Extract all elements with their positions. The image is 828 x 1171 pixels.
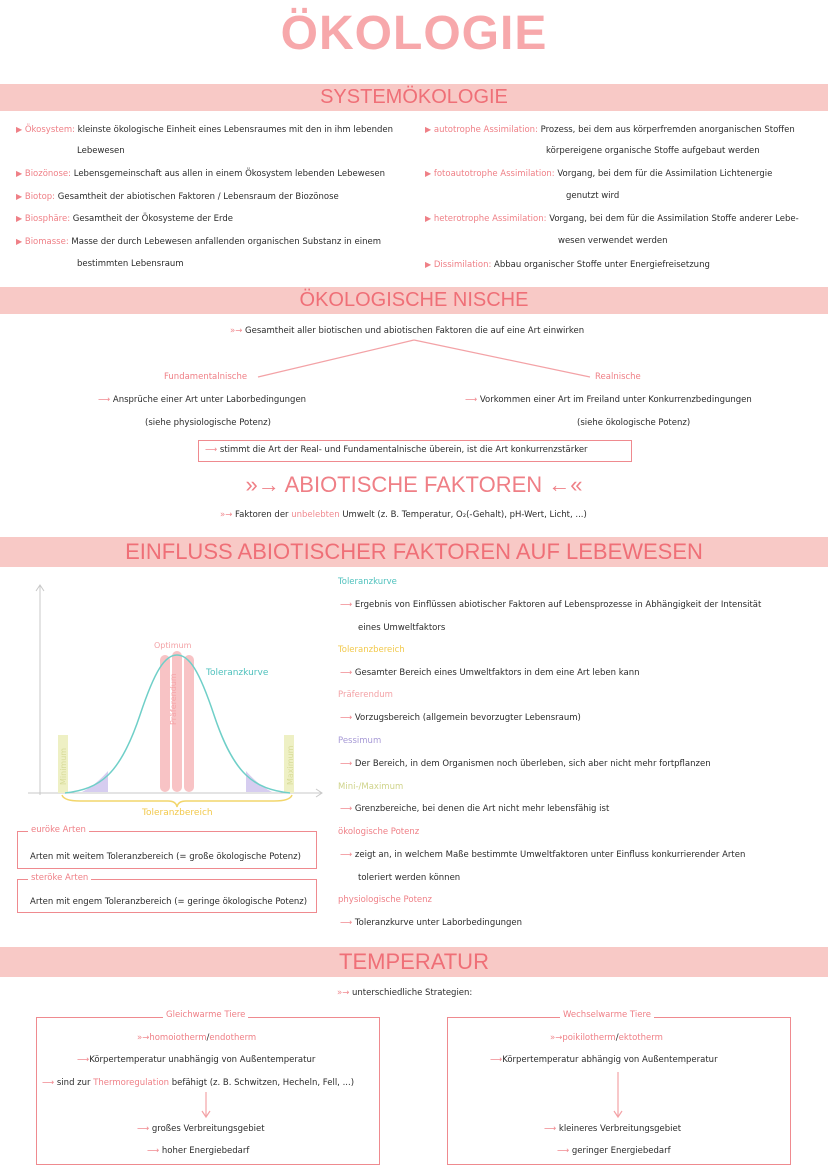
stenoek-label: steröke Arten (28, 873, 91, 884)
definition-text: ⟶ Grenzbereiche, bei denen die Art nicht mehr lebensfähig ist (340, 804, 610, 814)
praeferendum-label: Präferendum (169, 673, 178, 725)
term-label: heterotrophe Assimilation: (433, 214, 547, 224)
triangle-icon: ▶ (16, 169, 23, 178)
down-arrow-icon (200, 1090, 212, 1120)
term-definition-continued: körpereigene organische Stoffe aufgebaut werden (546, 146, 760, 156)
term-definition: Abbau organischer Stoffe unter Energiefreisetzung (494, 260, 710, 270)
triangle-icon: ▶ (425, 169, 432, 178)
gleichwarm-label: Gleichwarme Tiere (163, 1010, 248, 1021)
term-label: fotoautotrophe Assimilation: (433, 169, 555, 179)
wechselwarm-res1: ⟶ kleineres Verbreitungsgebiet (544, 1124, 682, 1134)
arrow-icon: ⟶ (98, 395, 111, 405)
triangle-icon: ▶ (425, 214, 432, 223)
realnische-text (465, 395, 752, 406)
triangle-icon: ▶ (16, 125, 23, 134)
euryoek-label: euröke Arten (28, 825, 89, 836)
toleranzbereich-label: Toleranzbereich (142, 808, 213, 818)
arrow-icon: ⟶ (147, 1146, 160, 1156)
arrow-icon: ⟶ (340, 759, 353, 769)
arrow-icon: »→ (220, 510, 233, 520)
wechselwarm-line1: ⟶Körpertemperatur abhängig von Außentemperatur (490, 1055, 718, 1065)
term-definition: Gesamtheit der abiotischen Faktoren / Lebensraum der Biozönose (57, 192, 339, 202)
definition-text: ⟶ Toleranzkurve unter Laborbedingungen (340, 918, 523, 928)
section-title-system: SYSTEMÖKOLOGIE (320, 86, 508, 108)
arrow-icon: ←« (548, 472, 583, 497)
triangle-icon: ▶ (16, 237, 23, 246)
triangle-icon: ▶ (16, 192, 23, 201)
wechselwarm-res2: ⟶ geringer Energiebedarf (557, 1146, 671, 1156)
gleichwarm-line1: ⟶Körpertemperatur unabhängig von Außentemperatur (77, 1055, 316, 1065)
minimum-label: Minimum (59, 747, 68, 785)
triangle-icon: ▶ (425, 125, 432, 134)
section-title-temperatur: TEMPERATUR (339, 949, 489, 974)
arrow-icon: ⟶ (465, 395, 478, 405)
gleichwarm-type: »→homoiotherm/endotherm (137, 1033, 257, 1043)
fundamentalnische-text (98, 395, 306, 406)
definition-term: Toleranzkurve (338, 577, 397, 587)
arrow-icon: ⟶ (42, 1078, 55, 1088)
triangle-icon: ▶ (425, 260, 432, 269)
stenoek-text: Arten mit engem Toleranzbereich (= geringe ökologische Potenz) (30, 897, 308, 907)
term-label: Biotop: (24, 192, 56, 202)
toleranzbereich-brace (62, 795, 292, 807)
definition-text: ⟶ zeigt an, in welchem Maße bestimmte Umweltfaktoren unter Einfluss konkurrierender Arten (340, 850, 746, 860)
toleranzkurve-label: Toleranzkurve (206, 668, 269, 678)
fundamentalnische-label: Fundamentalnische (164, 372, 248, 382)
arrow-icon: ⟶ (340, 600, 353, 610)
term-label: Biosphäre: (24, 214, 71, 224)
term-definition-continued: Lebewesen (77, 146, 125, 156)
arrow-icon: ⟶ (340, 804, 353, 814)
fundamentalnische-desc: Ansprüche einer Art unter Laborbedingungen (112, 395, 307, 405)
arrow-icon: ⟶ (137, 1124, 150, 1134)
definition-term: Präferendum (338, 690, 393, 700)
temperatur-intro-text: unterschiedliche Strategien: (352, 988, 473, 998)
page-title: ÖKOLOGIE (280, 7, 548, 60)
temperatur-intro (337, 988, 472, 999)
term-label: Ökosystem: (24, 125, 75, 135)
term-definition: Lebensgemeinschaft aus allen in einem Ökosystem lebenden Lebewesen (73, 169, 385, 179)
definition-text: ⟶ Der Bereich, in dem Organismen noch überleben, sich aber nicht mehr fortpflanzen (340, 759, 711, 769)
gleichwarm-res1: ⟶ großes Verbreitungsgebiet (137, 1124, 265, 1134)
term-definition: Masse der durch Lebewesen anfallenden organischen Substanz in einem (71, 237, 381, 247)
arrow-icon: »→ (137, 1033, 150, 1043)
down-arrow-icon (612, 1070, 624, 1120)
praeferendum-bar (184, 655, 194, 792)
arrow-icon: ⟶ (557, 1146, 570, 1156)
arrow-icon: ⟶ (205, 445, 218, 455)
nische-note-text: stimmt die Art der Real- und Fundamentalnische überein, ist die Art konkurrenzstärker (219, 445, 588, 455)
arrow-icon: »→ (550, 1033, 563, 1043)
abiotisch-text (220, 510, 587, 521)
term-definition-continued: bestimmten Lebensraum (77, 259, 184, 269)
realnische-sub: (siehe ökologische Potenz) (577, 418, 691, 428)
definition-text-continued: toleriert werden können (358, 873, 461, 883)
gleichwarm-line2: ⟶ sind zur Thermoregulation befähigt (z. B. Schwitzen, Hecheln, Fell, ...) (42, 1078, 355, 1088)
definition-text: ⟶ Ergebnis von Einflüssen abiotischer Faktoren auf Lebensprozesse in Abhängigkeit der Intensität (340, 600, 762, 610)
term-label: Dissimilation: (433, 260, 492, 270)
definition-term: Mini-/Maximum (338, 782, 404, 792)
arrow-icon: ⟶ (340, 713, 353, 723)
term-label: Biomasse: (24, 237, 69, 247)
euryoek-text: Arten mit weitem Toleranzbereich (= große ökologische Potenz) (30, 852, 301, 862)
arrow-icon: »→ (337, 988, 350, 998)
arrow-icon: ⟶ (77, 1055, 90, 1065)
abiotisch-suffix: Umwelt (z. B. Temperatur, O₂(-Gehalt), pH-Wert, Licht, ...) (342, 510, 587, 520)
term-definition: Vorgang, bei dem für die Assimilation Lichtenergie (557, 169, 773, 179)
realnische-label: Realnische (595, 372, 641, 382)
arrow-icon: »→ (230, 326, 243, 336)
definition-term: physiologische Potenz (338, 895, 432, 905)
wechselwarm-label: Wechselwarme Tiere (560, 1010, 654, 1021)
realnische-desc: Vorkommen einer Art im Freiland unter Konkurrenzbedingungen (479, 395, 752, 405)
term-label: autotrophe Assimilation: (433, 125, 538, 135)
maximum-label: Maximum (286, 745, 295, 785)
abiotisch-prefix: Faktoren der (235, 510, 289, 520)
triangle-icon: ▶ (16, 214, 23, 223)
definition-text: ⟶ Gesamter Bereich eines Umweltfaktors in dem eine Art leben kann (340, 668, 640, 678)
abiotisch-heading (0, 472, 828, 498)
section-title-einfluss: EINFLUSS ABIOTISCHER FAKTOREN AUF LEBEWESEN (125, 539, 703, 564)
euryoek-box (17, 831, 317, 869)
definition-term: ökologische Potenz (338, 827, 420, 837)
term-definition: Prozess, bei dem aus körperfremden anorganischen Stoffen (540, 125, 795, 135)
arrow-icon: »→ (245, 472, 280, 497)
arrow-icon: ⟶ (490, 1055, 503, 1065)
section-title-nische: ÖKOLOGISCHE NISCHE (299, 289, 529, 311)
nische-note (205, 445, 588, 456)
term-definition: Vorgang, bei dem für die Assimilation Stoffe anderer Lebe- (549, 214, 799, 224)
definition-text: ⟶ Vorzugsbereich (allgemein bevorzugter Lebensraum) (340, 713, 581, 723)
section-title-abiotisch: ABIOTISCHE FAKTOREN (284, 472, 543, 497)
arrow-icon: ⟶ (544, 1124, 557, 1134)
term-definition: Gesamtheit der Ökosysteme der Erde (72, 214, 234, 224)
wechselwarm-type: »→poikilotherm/ektotherm (550, 1033, 663, 1043)
optimum-label: Optimum (154, 641, 192, 650)
arrow-icon: ⟶ (340, 918, 353, 928)
abiotisch-highlight: unbelebten (291, 510, 340, 520)
definition-term: Pessimum (338, 736, 382, 746)
definition-term: Toleranzbereich (338, 645, 405, 655)
term-definition-continued: wesen verwendet werden (558, 236, 668, 246)
nische-intro-text: Gesamtheit aller biotischen und abiotischen Faktoren die auf eine Art einwirken (245, 326, 585, 336)
fundamentalnische-sub: (siehe physiologische Potenz) (145, 418, 271, 428)
definition-text-continued: eines Umweltfaktors (358, 623, 446, 633)
term-definition-continued: genutzt wird (566, 191, 620, 201)
term-label: Biozönose: (24, 169, 72, 179)
arrow-icon: ⟶ (340, 668, 353, 678)
arrow-icon: ⟶ (340, 850, 353, 860)
term-definition: kleinste ökologische Einheit eines Lebensraumes mit den in ihm lebenden (77, 125, 394, 135)
gleichwarm-res2: ⟶ hoher Energiebedarf (147, 1146, 250, 1156)
